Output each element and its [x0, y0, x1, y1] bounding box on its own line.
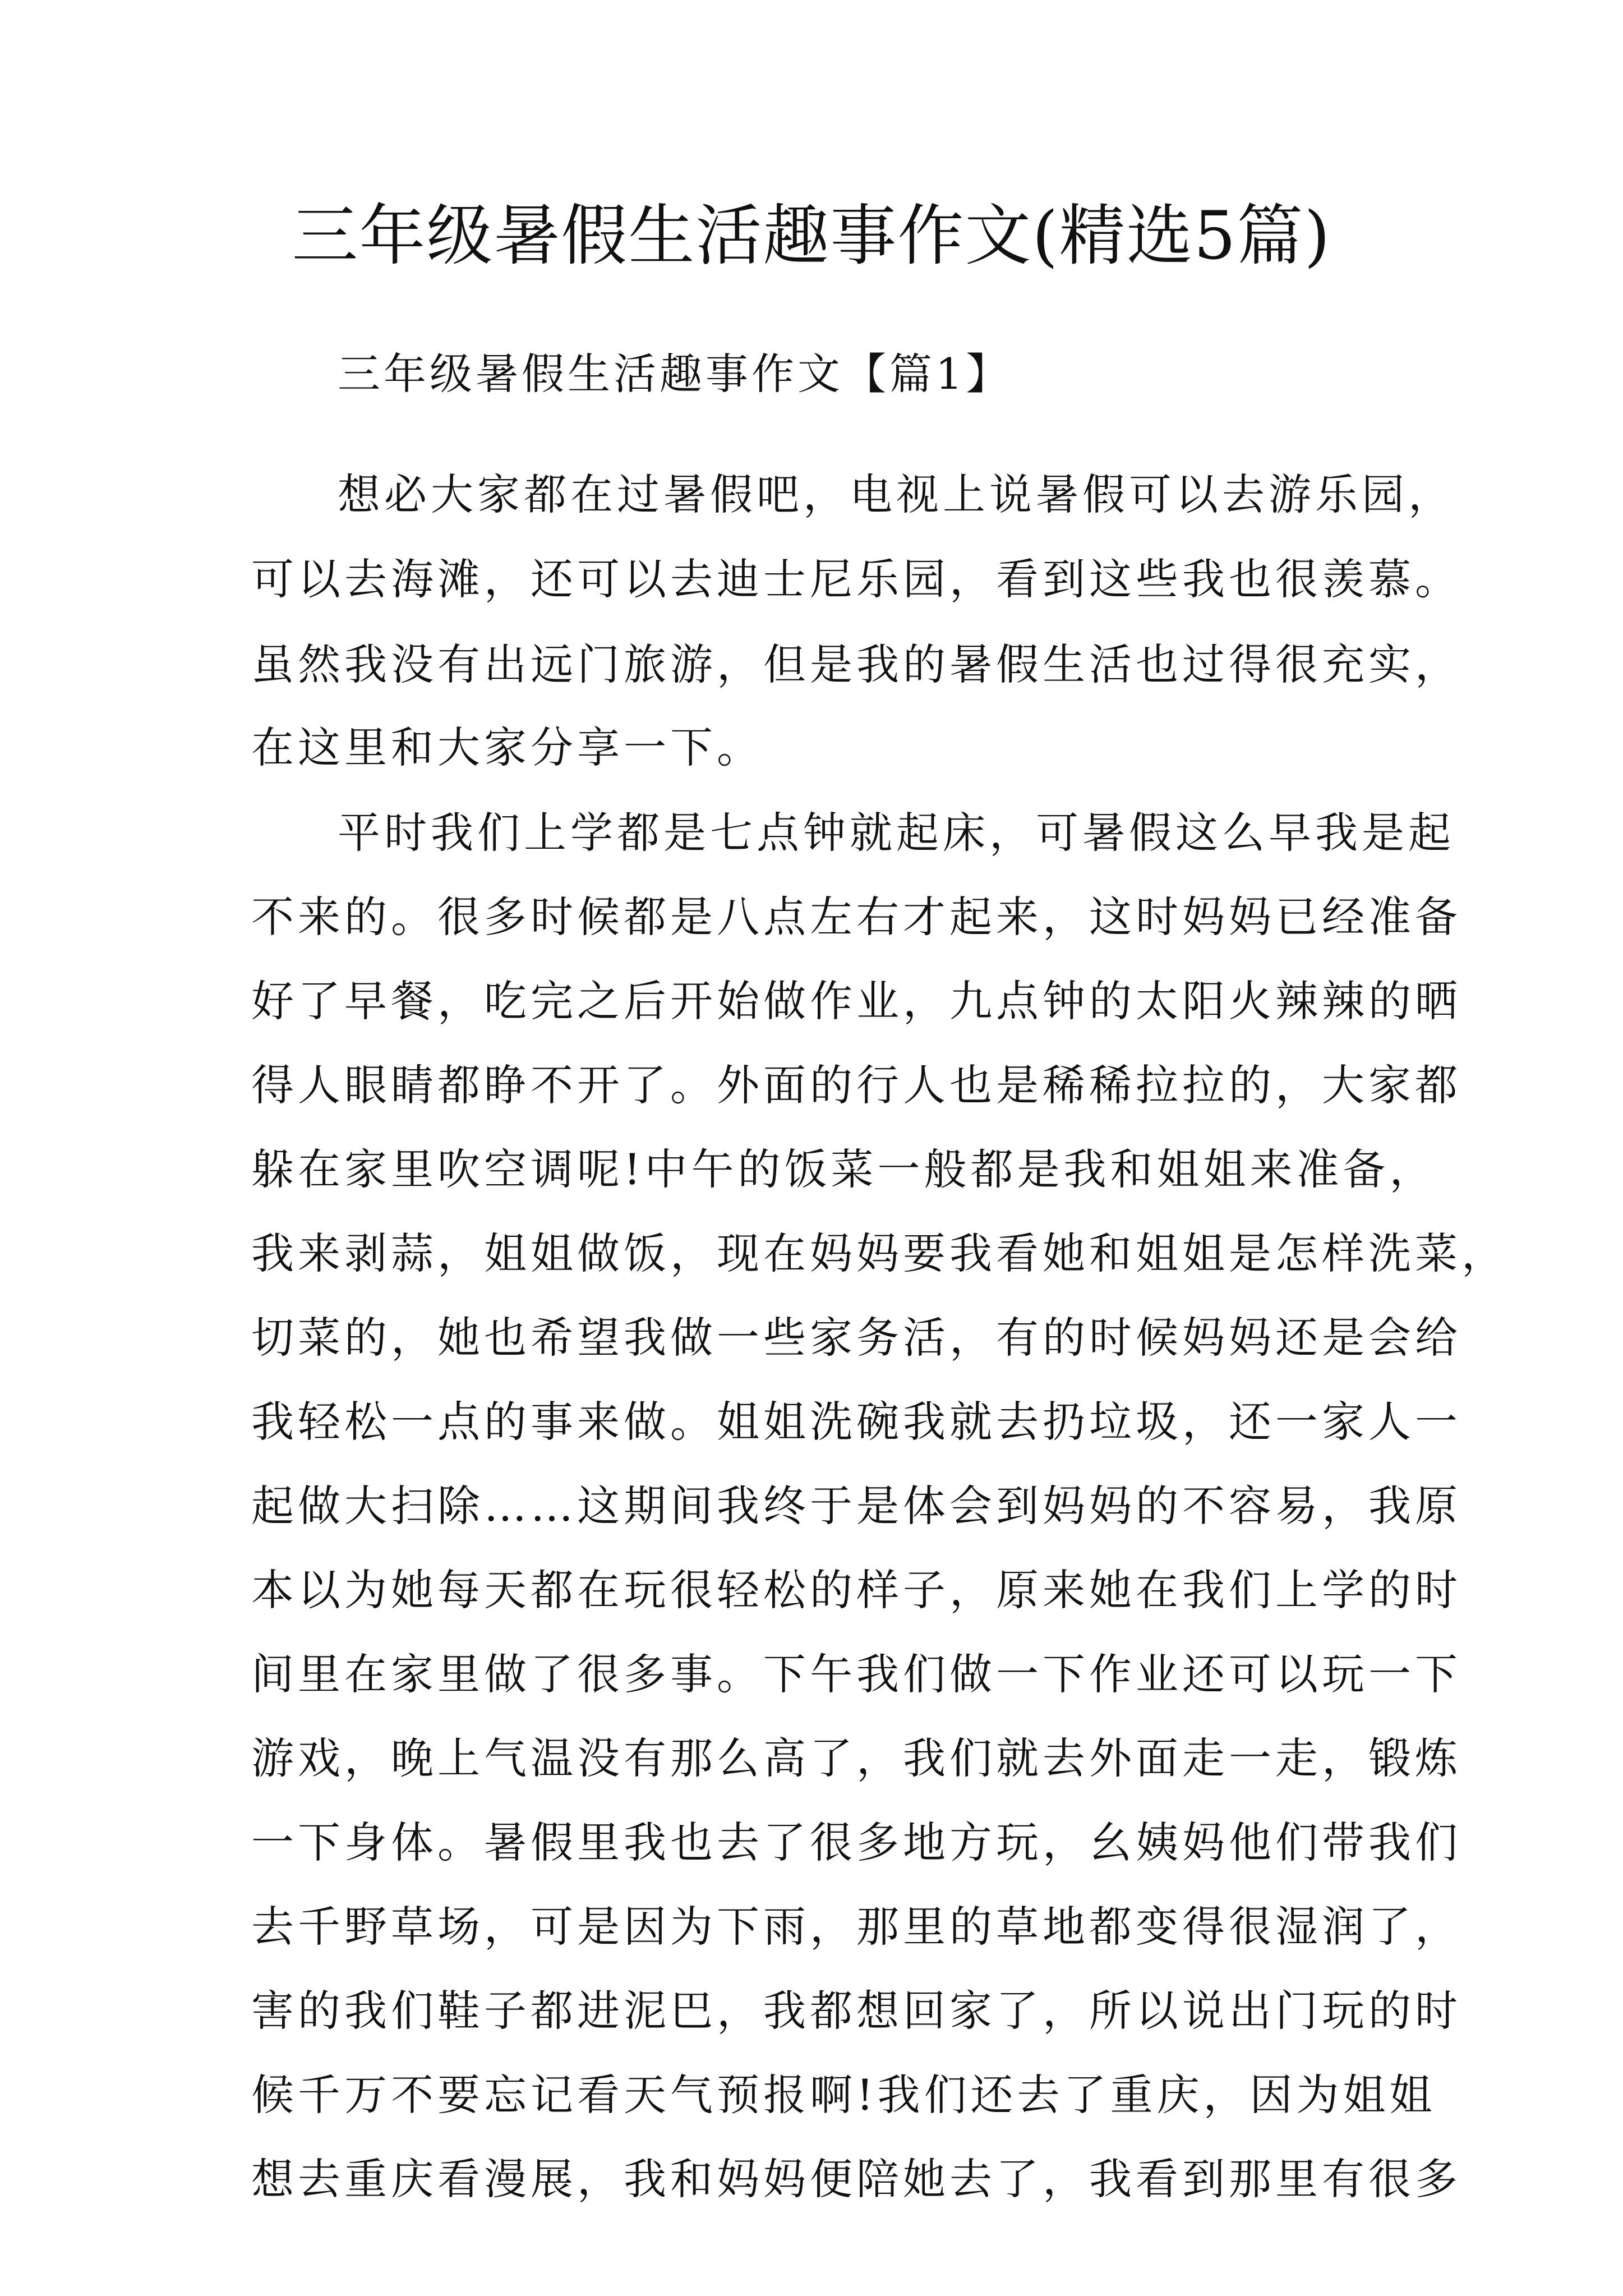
body-line: 好了早餐，吃完之后开始做作业，九点钟的太阳火辣辣的晒 [251, 976, 1461, 1026]
body-line: 虽然我没有出远门旅游，但是我的暑假生活也过得很充实， [251, 639, 1461, 689]
body-line: 游戏，晚上气温没有那么高了，我们就去外面走一走，锻炼 [251, 1733, 1461, 1783]
document-title: 三年级暑假生活趣事作文(精选5篇) [292, 197, 1331, 274]
body-line: 候千万不要忘记看天气预报啊!我们还去了重庆，因为姐姐 [251, 2070, 1436, 2120]
body-line: 间里在家里做了很多事。下午我们做一下作业还可以玩一下 [251, 1649, 1461, 1699]
body-line: 躲在家里吹空调呢!中午的饭菜一般都是我和姐姐来准备， [251, 1144, 1436, 1194]
body-line: 可以去海滩，还可以去迪士尼乐园，看到这些我也很羡慕。 [251, 554, 1461, 604]
body-line: 一下身体。暑假里我也去了很多地方玩，幺姨妈他们带我们 [251, 1818, 1461, 1867]
body-line: 不来的。很多时候都是八点左右才起来，这时妈妈已经准备 [251, 892, 1461, 942]
body-line: 我来剥蒜，姐姐做饭，现在妈妈要我看她和姐姐是怎样洗菜， [251, 1228, 1508, 1278]
body-line: 在这里和大家分享一下。 [251, 723, 763, 772]
body-line: 我轻松一点的事来做。姐姐洗碗我就去扔垃圾，还一家人一 [251, 1397, 1461, 1447]
body-line: 本以为她每天都在玩很轻松的样子，原来她在我们上学的时 [251, 1565, 1461, 1615]
body-line: 起做大扫除……这期间我终于是体会到妈妈的不容易，我原 [251, 1481, 1461, 1531]
body-line: 去千野草场，可是因为下雨，那里的草地都变得很湿润了， [251, 1902, 1461, 1952]
body-line: 平时我们上学都是七点钟就起床，可暑假这么早我是起 [338, 808, 1455, 858]
body-line: 想必大家都在过暑假吧，电视上说暑假可以去游乐园， [338, 470, 1455, 519]
body-line: 想去重庆看漫展，我和妈妈便陪她去了，我看到那里有很多 [251, 2154, 1461, 2204]
body-line: 害的我们鞋子都进泥巴，我都想回家了，所以说出门玩的时 [251, 1986, 1461, 2036]
body-line: 得人眼睛都睁不开了。外面的行人也是稀稀拉拉的，大家都 [251, 1060, 1461, 1110]
section-heading: 三年级暑假生活趣事作文【篇1】 [338, 349, 1012, 399]
body-line: 切菜的，她也希望我做一些家务活，有的时候妈妈还是会给 [251, 1313, 1461, 1363]
